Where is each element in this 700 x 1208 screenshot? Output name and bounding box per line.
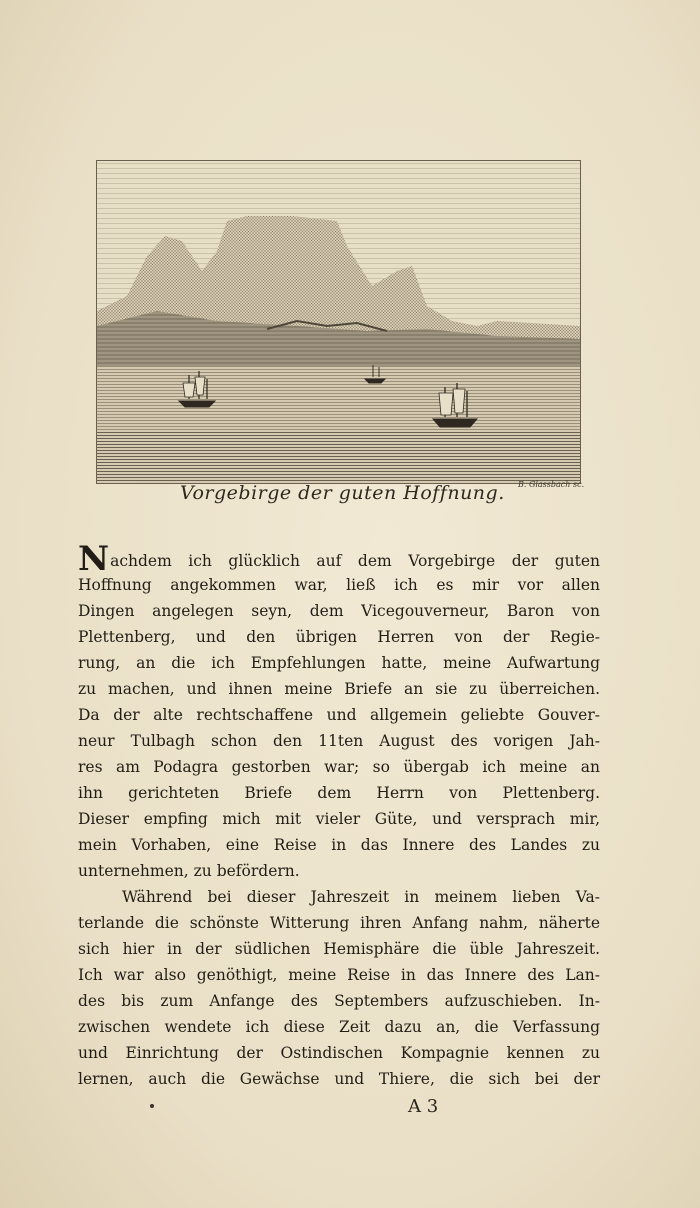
gathering-signature: A 3 <box>408 1096 439 1117</box>
text-line: neur Tulbagh schon den 11ten August des vorigen Jah- <box>78 732 600 750</box>
text-line: lernen, auch die Gewächse und Thiere, die sich bei der <box>78 1070 600 1088</box>
text-line: Hoffnung angekommen war, ließ ich es mir vor allen <box>78 576 600 594</box>
text-line: zwischen wendete ich diese Zeit dazu an, die Verfassung <box>78 1018 600 1036</box>
text-line: Ich war also genöthigt, meine Reise in das Innere des Lan- <box>78 966 600 984</box>
text-line: Dieser empfing mich mit vieler Güte, und versprach mir, <box>78 810 600 828</box>
text-line: rung, an die ich Empfehlungen hatte, meine Aufwartung <box>78 654 600 672</box>
plate-caption: Vorgebirge der guten Hoffnung. <box>180 482 505 504</box>
text-line: zu machen, und ihnen meine Briefe an sie zu überreichen. <box>78 680 600 698</box>
text-line: Plettenberg, und den übrigen Herren von der Regie- <box>78 628 600 646</box>
text-line: des bis zum Anfange des Septembers aufzuschieben. In- <box>78 992 600 1010</box>
text-line-rest: achdem ich glücklich auf dem Vorgebirge der guten <box>110 552 600 570</box>
text-line: res am Podagra gestorben war; so übergab ich meine an <box>78 758 600 776</box>
text-line: terlande die schönste Witterung ihren Anfang nahm, näherte <box>78 914 600 932</box>
text-line: Da der alte rechtschaffene und allgemein geliebte Gouver- <box>78 706 600 724</box>
body-text <box>78 539 600 1092</box>
text-line: sich hier in der südlichen Hemisphäre die üble Jahreszeit. <box>78 940 600 958</box>
text-line: mein Vorhaben, eine Reise in das Innere des Landes zu <box>78 836 600 854</box>
drop-capital: N <box>78 539 110 579</box>
text-line: und Einrichtung der Ostindischen Kompagnie kennen zu <box>78 1044 600 1062</box>
text-line: Dingen angelegen seyn, dem Vicegouverneur, Baron von <box>78 602 600 620</box>
engraver-signature: B. Glassbach sc. <box>518 480 585 489</box>
text-line: Während bei dieser Jahreszeit in meinem lieben Va- <box>122 888 600 906</box>
text-line <box>78 539 600 579</box>
engraving-cape-of-good-hope <box>96 160 581 484</box>
printer-dot <box>150 1104 154 1108</box>
text-line: unternehmen, zu befördern. <box>78 862 300 880</box>
text-line: ihn gerichteten Briefe dem Herrn von Plettenberg. <box>78 784 600 802</box>
